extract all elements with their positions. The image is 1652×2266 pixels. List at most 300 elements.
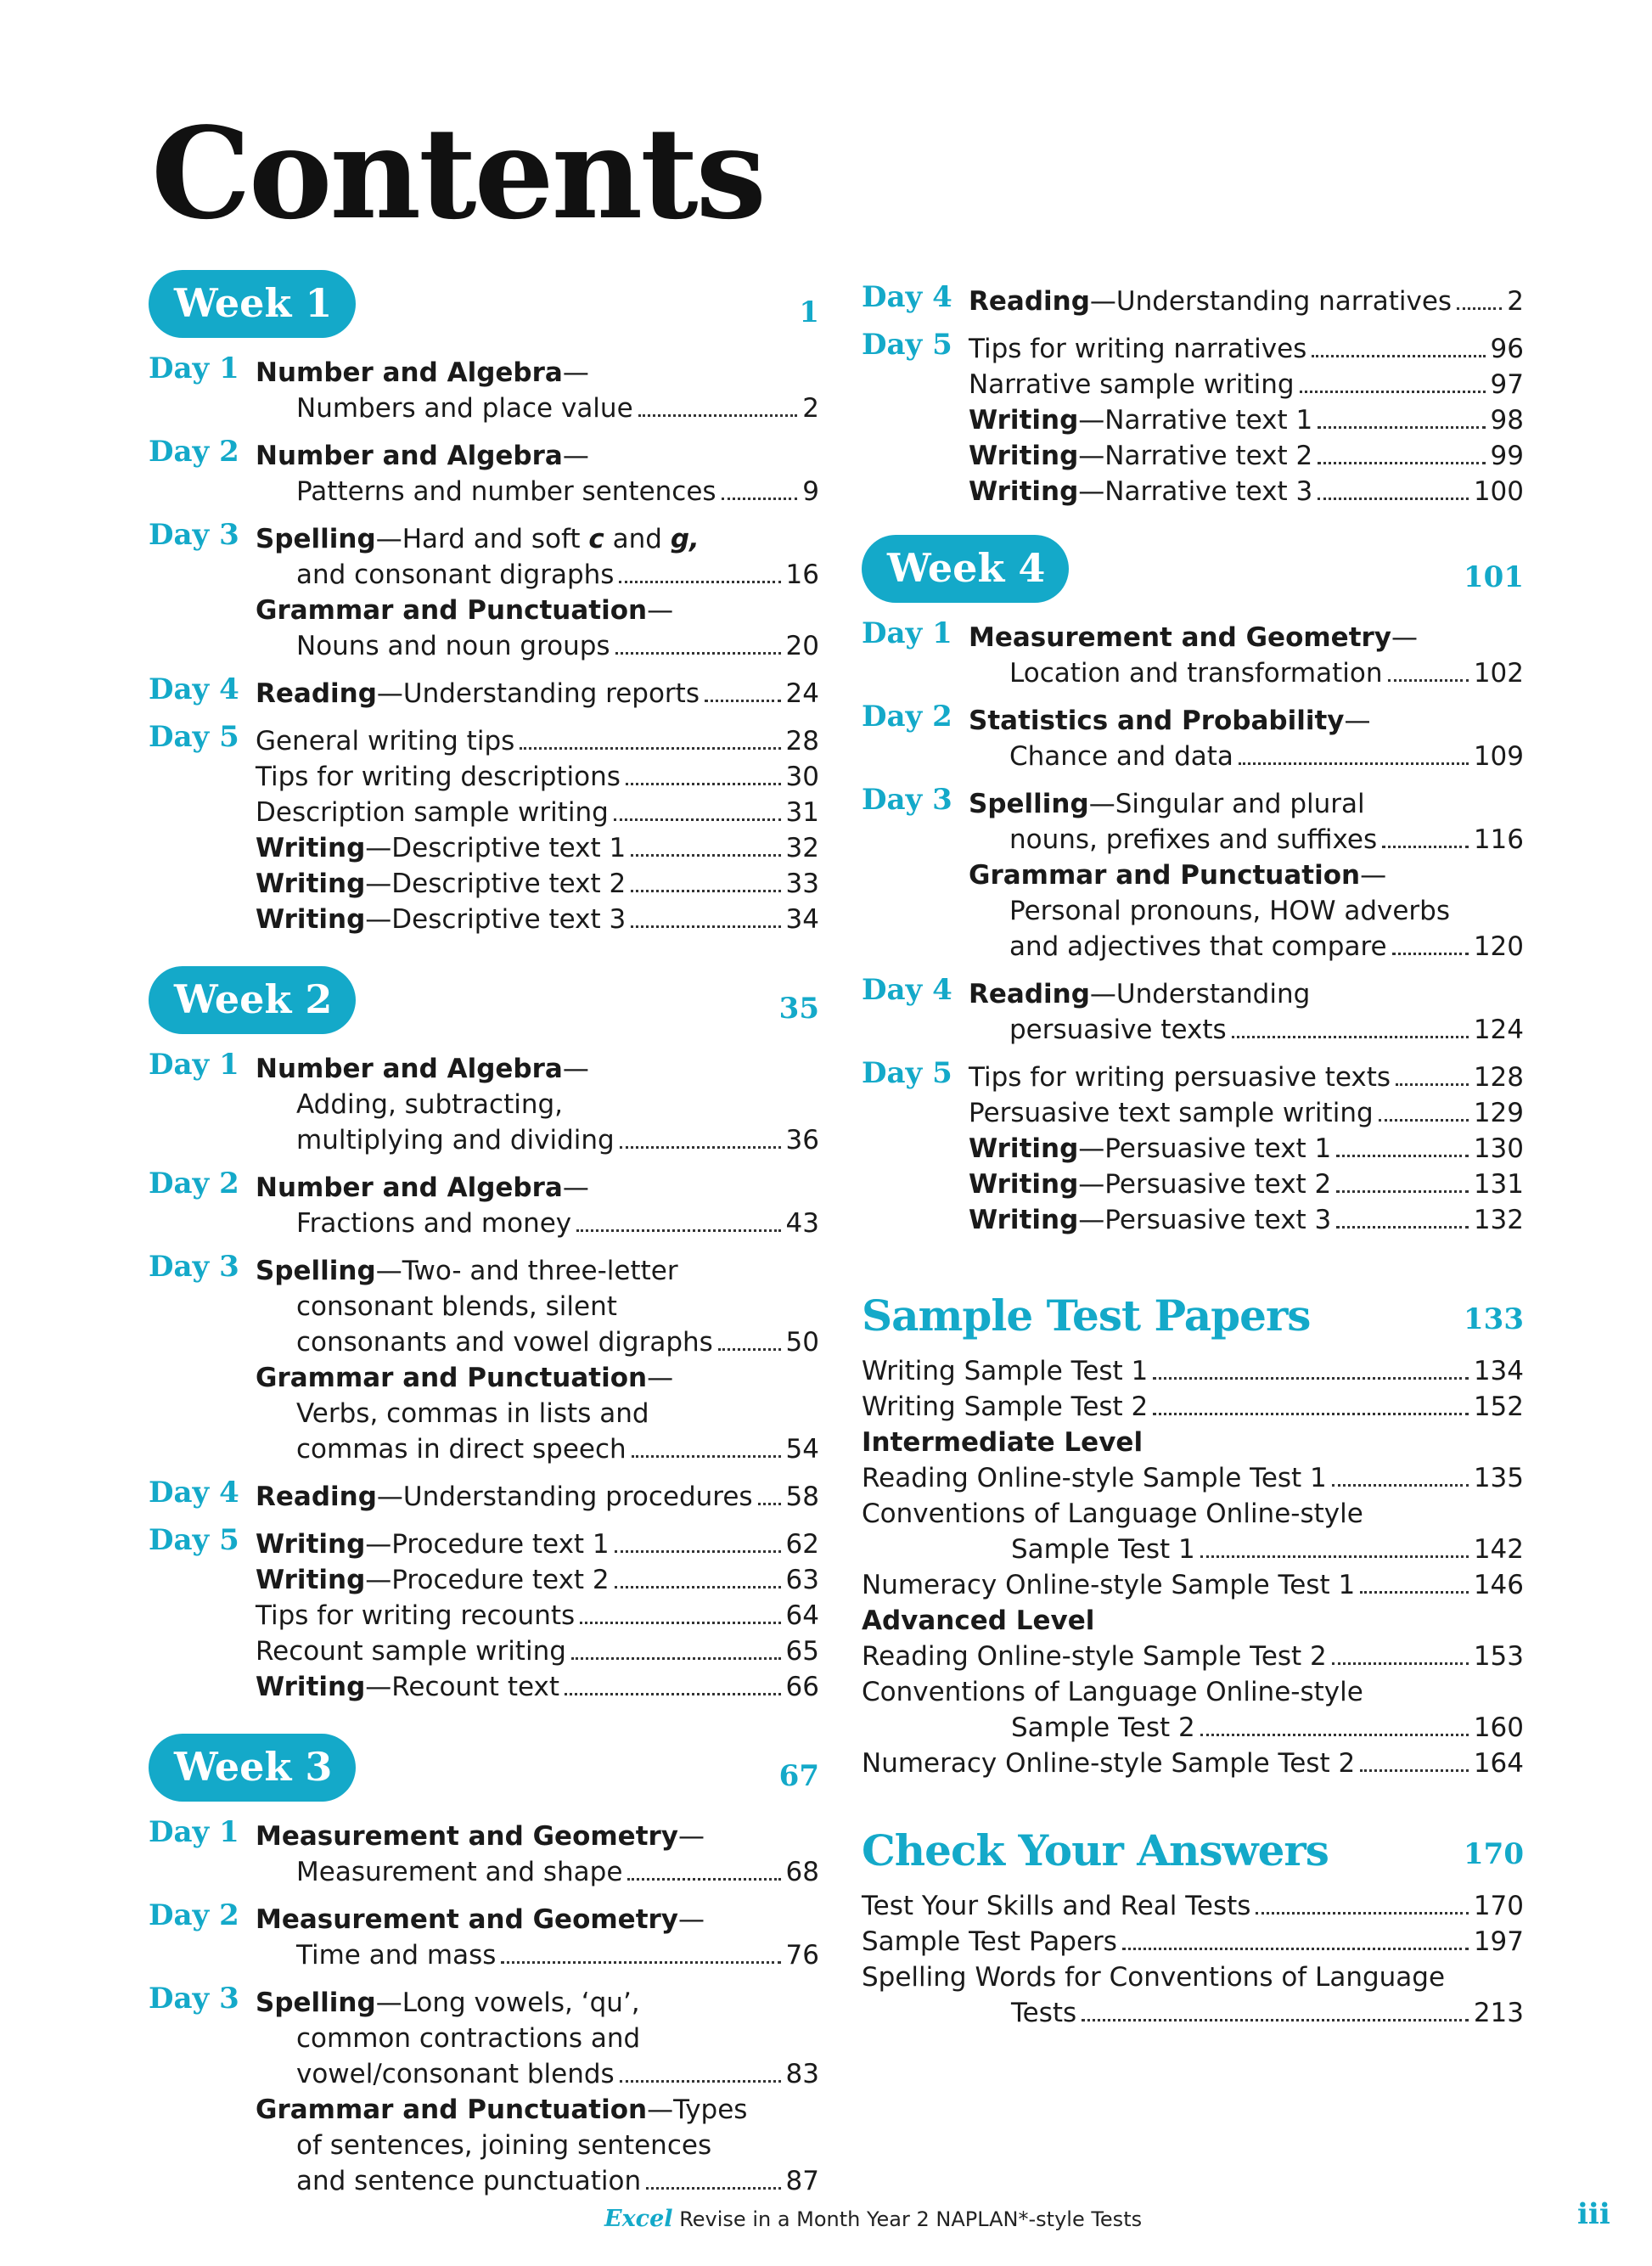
spacer — [149, 937, 819, 966]
entry-title: and sentence punctuation — [296, 2166, 642, 2196]
entry-title: vowel/consonant blends — [296, 2059, 615, 2089]
entry-title: Fractions and money — [296, 1208, 572, 1239]
toc-entry[interactable] — [256, 1289, 819, 1324]
entry-text — [256, 521, 700, 557]
entry-title: — — [562, 357, 589, 388]
entry-text — [969, 367, 1295, 402]
dot-leader — [1300, 391, 1486, 393]
dot-leader — [1336, 1155, 1469, 1157]
entry-subject: Number and Algebra — [256, 1172, 563, 1203]
entry-text — [969, 1060, 1391, 1095]
toc-entry[interactable] — [256, 1937, 819, 1973]
toc-entry[interactable] — [862, 1888, 1524, 1924]
dot-leader — [627, 1878, 780, 1881]
toc-entry[interactable] — [256, 902, 819, 937]
day-block — [862, 328, 1524, 509]
day-label: Day 5 — [862, 328, 952, 362]
entry-text — [969, 438, 1312, 474]
dot-leader — [571, 1657, 781, 1660]
dot-leader — [1200, 1555, 1469, 1558]
entry-text — [296, 1854, 622, 1890]
day-block — [862, 1056, 1524, 1238]
toc-entry[interactable] — [969, 1167, 1524, 1202]
toc-entry[interactable] — [862, 1532, 1524, 1567]
entry-text — [296, 2021, 640, 2056]
dot-leader — [1388, 679, 1469, 682]
toc-entry[interactable] — [256, 795, 819, 830]
entry-text — [969, 620, 1418, 655]
entry-text — [1011, 1710, 1195, 1746]
entry-subject: Writing — [969, 405, 1079, 436]
entry-title: — — [678, 1821, 705, 1852]
entry-title: Writing Sample Test 1 — [862, 1356, 1149, 1386]
section-page: 133 — [1464, 1302, 1524, 1336]
week-header — [149, 966, 819, 1039]
entry-text — [862, 1924, 1117, 1960]
day-block — [862, 616, 1524, 691]
entry-subject: Measurement and Geometry — [256, 1821, 679, 1852]
entry-title: —Singular and plural — [1088, 789, 1365, 819]
toc-entry[interactable] — [256, 1633, 819, 1669]
toc-entry[interactable] — [256, 1669, 819, 1705]
dot-leader — [619, 581, 780, 583]
day-label: Day 3 — [149, 1982, 239, 2016]
dot-leader — [520, 747, 780, 750]
toc-entry[interactable] — [862, 1924, 1524, 1960]
dot-leader — [580, 1622, 780, 1624]
toc-entry[interactable] — [862, 1639, 1524, 1674]
toc-entry[interactable] — [256, 2163, 819, 2199]
entry-page: 63 — [785, 1565, 819, 1595]
entry-title: — — [1344, 706, 1371, 736]
entry-text — [256, 355, 589, 391]
entry-title: Persuasive text sample writing — [969, 1098, 1374, 1128]
toc-entry[interactable] — [862, 1460, 1524, 1496]
dot-leader — [718, 1348, 781, 1351]
toc-entry[interactable] — [969, 402, 1524, 438]
toc-entry[interactable] — [256, 355, 819, 391]
entry-title: Patterns and number sentences — [296, 476, 716, 507]
toc-entry[interactable] — [256, 1360, 819, 1396]
toc-entry[interactable] — [862, 1425, 1524, 1460]
spacer — [862, 1781, 1524, 1810]
entry-title: —Understanding narratives — [1089, 286, 1453, 317]
spacer — [862, 1238, 1524, 1275]
page-number: iii — [1577, 2197, 1610, 2231]
dot-leader — [1336, 1226, 1469, 1229]
toc-entry[interactable] — [256, 1527, 819, 1562]
entry-title: —Narrative text 2 — [1078, 441, 1313, 471]
day-label: Day 4 — [862, 973, 952, 1007]
entry-page: 100 — [1473, 476, 1524, 507]
toc-entry[interactable] — [256, 1170, 819, 1206]
day-label: Day 2 — [149, 1167, 239, 1200]
entry-title: —Hard and soft — [375, 524, 589, 554]
entry-page: 97 — [1490, 369, 1524, 400]
day-block — [149, 1815, 819, 1890]
toc-entry[interactable] — [862, 1674, 1524, 1710]
dot-leader — [1396, 1083, 1469, 1086]
dot-leader — [646, 2187, 780, 2190]
week-label: Week 3 — [174, 1744, 333, 1790]
entry-page: 102 — [1473, 658, 1524, 689]
entry-text — [862, 1888, 1250, 1924]
dot-leader — [1457, 307, 1502, 310]
toc-entry[interactable] — [256, 521, 819, 557]
dot-leader — [631, 925, 780, 928]
dot-leader — [615, 1550, 781, 1553]
day-label: Day 5 — [149, 720, 239, 754]
toc-entry[interactable] — [256, 2092, 819, 2128]
entry-subject: Reading — [969, 286, 1090, 317]
dot-leader — [1232, 1036, 1469, 1038]
entry-text — [256, 830, 626, 866]
entry-page: 31 — [785, 797, 819, 828]
entry-title: Tips for writing persuasive texts — [969, 1062, 1391, 1093]
entry-title: Tips for writing recounts — [256, 1600, 576, 1631]
toc-entry[interactable] — [862, 1353, 1524, 1389]
dot-leader — [626, 783, 781, 785]
toc-entry[interactable] — [969, 739, 1524, 774]
entry-title: Recount sample writing — [256, 1636, 566, 1667]
toc-entry[interactable] — [969, 655, 1524, 691]
entry-page: 83 — [785, 2059, 819, 2089]
entry-title: consonants and vowel digraphs — [296, 1327, 713, 1358]
entry-text — [862, 1960, 1445, 1995]
toc-entry[interactable] — [969, 620, 1524, 655]
toc-entry[interactable] — [256, 759, 819, 795]
toc-entry[interactable] — [862, 1496, 1524, 1532]
section-list — [862, 1353, 1524, 1781]
entry-page: 16 — [785, 559, 819, 590]
entry-text — [969, 474, 1312, 509]
entry-subject: Writing — [256, 1672, 366, 1702]
entry-title: Chance and data — [1009, 741, 1233, 772]
entry-page: 129 — [1473, 1098, 1524, 1128]
entry-title: —Descriptive text 1 — [365, 833, 627, 863]
day-label: Day 4 — [149, 1476, 239, 1510]
entry-text — [256, 795, 609, 830]
toc-entry[interactable] — [969, 1202, 1524, 1238]
entry-title: —Narrative text 1 — [1078, 405, 1313, 436]
entry-page: 160 — [1473, 1712, 1524, 1743]
entry-title: Conventions of Language Online-style — [862, 1498, 1363, 1529]
entry-subject: Reading — [969, 979, 1090, 1009]
entry-text — [296, 391, 633, 426]
entry-title: Spelling Words for Conventions of Language — [862, 1962, 1446, 1993]
toc-entry[interactable] — [256, 1598, 819, 1633]
entry-title: General writing tips — [256, 726, 515, 756]
entry-title: Reading Online-style Sample Test 1 — [862, 1463, 1327, 1493]
toc-entry[interactable] — [256, 866, 819, 902]
dot-leader — [1332, 1662, 1469, 1665]
entry-page: 24 — [785, 678, 819, 709]
entry-text — [256, 676, 700, 711]
entry-text — [1009, 739, 1233, 774]
entry-text — [1009, 893, 1450, 929]
toc-entry[interactable] — [256, 438, 819, 474]
dot-leader — [1256, 1912, 1468, 1915]
toc-entry[interactable] — [256, 1819, 819, 1854]
entry-subject: Measurement and Geometry — [969, 622, 1392, 653]
entry-text — [296, 557, 614, 593]
entry-page: 152 — [1473, 1392, 1524, 1422]
dot-leader — [758, 1503, 781, 1505]
entry-page: 33 — [785, 869, 819, 899]
toc-entry[interactable] — [256, 557, 819, 593]
week-page: 1 — [799, 295, 819, 329]
spacer — [149, 1705, 819, 1734]
entry-text — [969, 284, 1452, 319]
dot-leader — [1318, 498, 1469, 500]
toc-entry[interactable] — [969, 367, 1524, 402]
dot-leader — [638, 414, 798, 417]
toc-entry[interactable] — [256, 1087, 819, 1122]
entry-text — [256, 1527, 610, 1562]
entry-title: —Understanding — [1089, 979, 1311, 1009]
section-header — [862, 1825, 1524, 1888]
entry-text — [862, 1460, 1327, 1496]
toc-entry[interactable] — [256, 1396, 819, 1431]
dot-leader — [1239, 762, 1469, 765]
toc-entry[interactable] — [969, 1131, 1524, 1167]
dot-leader — [565, 1693, 781, 1695]
entry-subject: Number and Algebra — [256, 1054, 563, 1084]
dot-leader — [1122, 1948, 1469, 1950]
entry-title: Conventions of Language Online-style — [862, 1677, 1363, 1707]
toc-entry[interactable] — [969, 822, 1524, 857]
toc-entry[interactable] — [862, 1746, 1524, 1781]
entry-title: Personal pronouns, HOW adverbs — [1009, 896, 1450, 926]
entry-subject: Reading — [256, 678, 377, 709]
entry-text — [296, 2163, 641, 2199]
entry-text — [256, 2092, 747, 2128]
entry-text — [1011, 1532, 1195, 1567]
entry-title: —Recount text — [365, 1672, 559, 1702]
day-block — [149, 1250, 819, 1467]
day-label: Day 3 — [862, 783, 952, 817]
toc-entry[interactable] — [862, 1603, 1524, 1639]
right-column — [862, 280, 1524, 2031]
day-label: Day 2 — [862, 700, 952, 734]
entry-title: consonant blends, silent — [296, 1291, 617, 1322]
entry-text — [1009, 822, 1377, 857]
entry-title: Numeracy Online-style Sample Test 2 — [862, 1748, 1356, 1779]
entry-text — [256, 1253, 678, 1289]
day-block — [149, 1523, 819, 1705]
toc-entry[interactable] — [256, 2056, 819, 2092]
entry-subject: Writing — [256, 1529, 366, 1560]
entry-text — [296, 1206, 571, 1241]
entry-text — [256, 902, 626, 937]
dot-leader — [631, 854, 780, 857]
entry-text — [969, 1167, 1331, 1202]
entry-page: 76 — [785, 1940, 819, 1971]
toc-entry[interactable] — [256, 1122, 819, 1158]
entry-page: 146 — [1473, 1570, 1524, 1600]
entry-text — [969, 703, 1371, 739]
day-block — [149, 720, 819, 937]
entry-text — [969, 402, 1312, 438]
toc-entry[interactable] — [969, 976, 1524, 1012]
entry-text — [969, 857, 1386, 893]
entry-page: 9 — [802, 476, 819, 507]
toc-entry[interactable] — [969, 1060, 1524, 1095]
toc-entry[interactable] — [969, 1095, 1524, 1131]
dot-leader — [1336, 1190, 1469, 1193]
day-label: Day 1 — [149, 1815, 239, 1849]
entry-title: Location and transformation — [1009, 658, 1383, 689]
week-header — [862, 535, 1524, 608]
toc-entry[interactable] — [969, 438, 1524, 474]
day-block — [862, 973, 1524, 1048]
entry-text — [296, 1087, 563, 1122]
dot-leader — [576, 1229, 780, 1232]
toc-entry[interactable] — [969, 929, 1524, 964]
toc-entry[interactable] — [862, 1389, 1524, 1425]
entry-text — [969, 976, 1310, 1012]
entry-text — [862, 1389, 1148, 1425]
day-label: Day 3 — [149, 518, 239, 552]
entry-text — [296, 2056, 615, 2092]
entry-text — [296, 1396, 649, 1431]
dot-leader — [1153, 1377, 1469, 1380]
dot-leader — [1312, 355, 1485, 357]
entry-page: 98 — [1490, 405, 1524, 436]
toc-entry[interactable] — [256, 1051, 819, 1087]
entry-title: —Persuasive text 3 — [1078, 1205, 1332, 1235]
day-block — [862, 280, 1524, 319]
entry-subject: Writing — [256, 904, 366, 935]
toc-entry[interactable] — [969, 786, 1524, 822]
toc-entry[interactable] — [969, 1012, 1524, 1048]
entry-subject: Writing — [969, 476, 1079, 507]
toc-entry[interactable] — [862, 1995, 1524, 2031]
toc-entry[interactable] — [256, 628, 819, 664]
entry-text — [256, 1170, 589, 1206]
toc-entry[interactable] — [256, 1854, 819, 1890]
toc-entry[interactable] — [256, 723, 819, 759]
toc-entry[interactable] — [256, 676, 819, 711]
entry-title: —Understanding reports — [376, 678, 700, 709]
toc-entry[interactable] — [256, 830, 819, 866]
dot-leader — [1360, 1769, 1469, 1772]
entry-text — [296, 2128, 711, 2163]
entry-text — [256, 1985, 640, 2021]
day-block — [149, 351, 819, 426]
entry-text — [256, 1360, 673, 1396]
entry-text — [256, 1598, 575, 1633]
entry-page: 62 — [785, 1529, 819, 1560]
entry-title: — — [647, 595, 674, 626]
entry-title: Tips for writing descriptions — [256, 762, 621, 792]
toc-entry[interactable] — [256, 1479, 819, 1515]
entry-text — [256, 1669, 559, 1705]
entry-title: — — [1360, 860, 1387, 891]
toc-entry[interactable] — [969, 893, 1524, 929]
entry-page: 36 — [785, 1125, 819, 1155]
toc-entry[interactable] — [256, 1253, 819, 1289]
toc-entry[interactable] — [969, 331, 1524, 367]
section-header — [862, 1290, 1524, 1353]
entry-text — [296, 1324, 713, 1360]
entry-page: 130 — [1473, 1133, 1524, 1164]
toc-entry[interactable] — [969, 474, 1524, 509]
entry-page: 197 — [1473, 1926, 1524, 1957]
page-title: Contents — [151, 99, 764, 247]
day-label: Day 4 — [862, 280, 952, 314]
entry-title: — — [562, 1054, 589, 1084]
entry-page: 132 — [1473, 1205, 1524, 1235]
entry-title: — — [1391, 622, 1419, 653]
toc-entry[interactable] — [256, 391, 819, 426]
toc-entry[interactable] — [256, 474, 819, 509]
toc-entry[interactable] — [256, 2128, 819, 2163]
toc-entry[interactable] — [862, 1960, 1524, 1995]
toc-entry[interactable] — [969, 857, 1524, 893]
toc-entry[interactable] — [969, 703, 1524, 739]
day-label: Day 2 — [149, 1898, 239, 1932]
toc-entry[interactable] — [256, 2021, 819, 2056]
entry-text — [296, 1122, 615, 1158]
day-block — [149, 1898, 819, 1973]
toc-entry[interactable] — [862, 1710, 1524, 1746]
entry-text — [862, 1425, 1143, 1460]
entry-title: —Procedure text 2 — [365, 1565, 610, 1595]
entry-text — [862, 1746, 1355, 1781]
entry-page: 109 — [1473, 741, 1524, 772]
entry-page: 142 — [1473, 1534, 1524, 1565]
toc-entry[interactable] — [256, 1985, 819, 2021]
toc-entry[interactable] — [862, 1567, 1524, 1603]
entry-subject: Spelling — [256, 524, 376, 554]
entry-title: — — [647, 1363, 674, 1393]
entry-title: Numbers and place value — [296, 393, 633, 424]
entry-text — [256, 866, 626, 902]
dot-leader — [1360, 1591, 1469, 1594]
toc-entry[interactable] — [256, 1206, 819, 1241]
dot-leader — [632, 1455, 781, 1458]
entry-page: 135 — [1473, 1463, 1524, 1493]
entry-subject: Writing — [969, 1169, 1079, 1200]
toc-entry[interactable] — [256, 1431, 819, 1467]
toc-entry[interactable] — [256, 1324, 819, 1360]
entry-text — [969, 1202, 1331, 1238]
toc-entry[interactable] — [256, 1562, 819, 1598]
toc-entry[interactable] — [969, 284, 1524, 319]
entry-text — [1009, 929, 1387, 964]
entry-subject: Statistics and Probability — [969, 706, 1345, 736]
entry-subject: Grammar and Punctuation — [256, 1363, 648, 1393]
entry-text — [296, 628, 610, 664]
entry-page: 87 — [785, 2166, 819, 2196]
entry-text — [862, 1353, 1148, 1389]
footer-brand: Excel — [604, 2206, 673, 2232]
entry-subject: Intermediate Level — [862, 1427, 1143, 1458]
toc-entry[interactable] — [256, 593, 819, 628]
entry-page: 164 — [1473, 1748, 1524, 1779]
day-block — [149, 435, 819, 509]
day-label: Day 5 — [862, 1056, 952, 1090]
section-list — [862, 1888, 1524, 2031]
entry-title: persuasive texts — [1009, 1015, 1227, 1045]
week-page: 67 — [778, 1759, 819, 1793]
dot-leader — [620, 2080, 781, 2083]
entry-text — [1009, 1012, 1227, 1048]
toc-entry[interactable] — [256, 1902, 819, 1937]
dot-leader — [615, 652, 781, 655]
entry-text — [256, 1633, 566, 1669]
